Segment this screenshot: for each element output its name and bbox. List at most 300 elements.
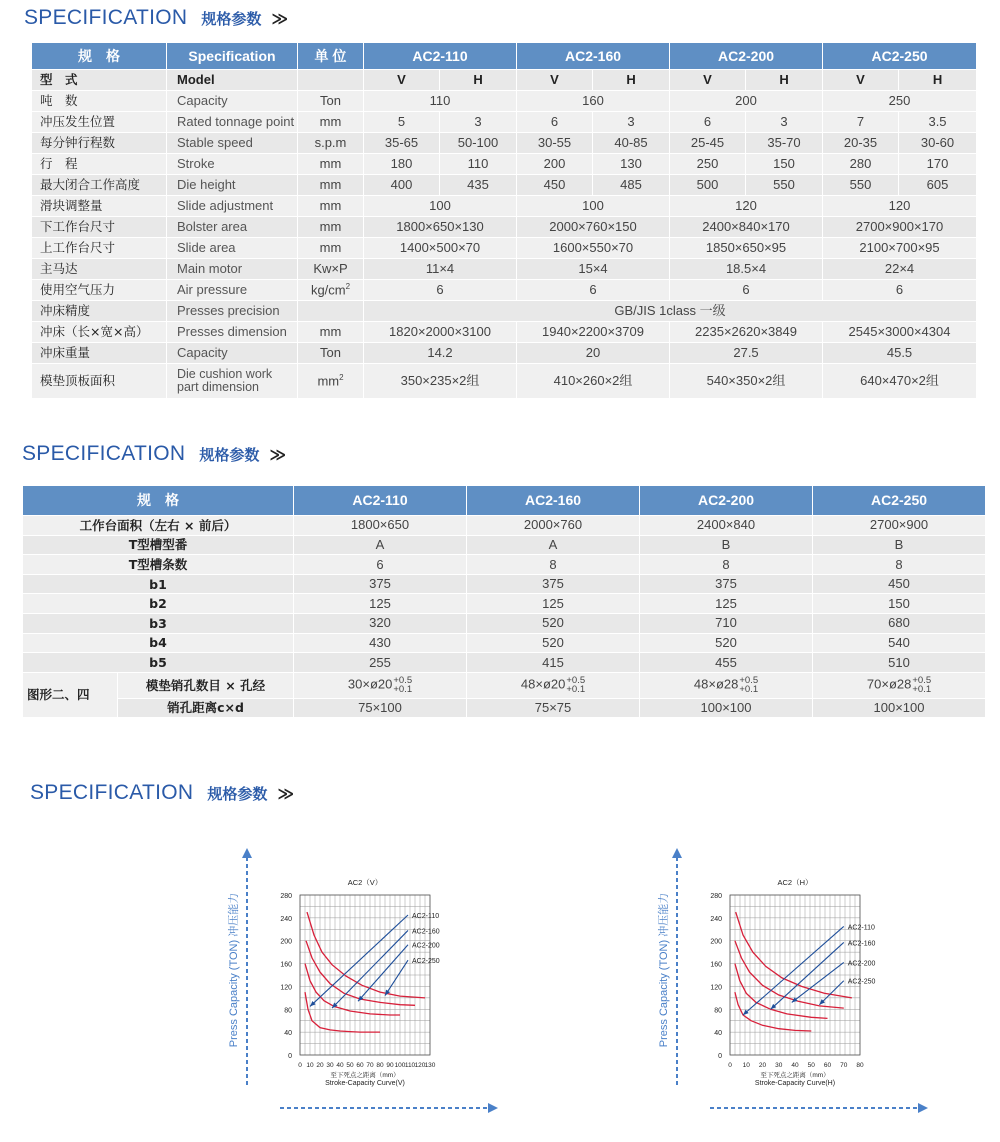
- table-cell: 130: [593, 154, 670, 175]
- tolerance: [739, 676, 758, 694]
- x-tick-label: 20: [758, 1062, 767, 1069]
- row-label-cn: 最大闭合工作高度: [32, 175, 167, 196]
- table-row: [23, 594, 986, 614]
- section-title-en: SPECIFICATION: [22, 442, 186, 465]
- chart-svg: [220, 840, 510, 1120]
- table-cell: V: [364, 70, 440, 91]
- table-cell: 20-35: [823, 133, 899, 154]
- pin-value: 48×ø20: [520, 676, 566, 692]
- unit-cell: Ton: [298, 91, 364, 112]
- table-cell: 25-45: [670, 133, 746, 154]
- header-cell: AC2-250: [823, 43, 977, 70]
- x-tick-label: 10: [306, 1062, 314, 1069]
- x-tick-label: 100: [394, 1062, 406, 1069]
- table-cell: 2000×760×150: [517, 217, 670, 238]
- table-cell: 450: [517, 175, 593, 196]
- table-cell: 15×4: [517, 259, 670, 280]
- table-cell: [467, 672, 640, 698]
- table-cell: 100: [517, 196, 670, 217]
- table-cell: 1400×500×70: [364, 238, 517, 259]
- table-cell: 550: [746, 175, 823, 196]
- table-row: [23, 535, 986, 555]
- table-cell: A: [294, 535, 467, 555]
- row-label-en: Die cushion work part dimension: [167, 364, 298, 399]
- y-tick-label: 0: [718, 1053, 722, 1060]
- row-label-en: Capacity: [167, 91, 298, 112]
- chart-stroke-capacity-v: [220, 840, 510, 1120]
- tolerance-lower: +0.1: [739, 684, 759, 696]
- table-cell: 2400×840: [640, 516, 813, 536]
- row-label: b3: [23, 613, 294, 633]
- table-cell: 3.5: [899, 112, 977, 133]
- unit-superscript: 2: [339, 373, 344, 383]
- header-cell: AC2-200: [670, 43, 823, 70]
- x-tick-label: 90: [386, 1062, 394, 1069]
- row-label: b1: [23, 574, 294, 594]
- table-cell: 2235×2620×3849: [670, 322, 823, 343]
- table-cell: 250: [823, 91, 977, 112]
- table-row: [32, 364, 977, 399]
- unit-cell: mm: [298, 154, 364, 175]
- row-label: 销孔距离c×d: [118, 698, 294, 718]
- header-cell: AC2-110: [364, 43, 517, 70]
- header-cell: 规 格: [32, 43, 167, 70]
- table-cell: 110: [440, 154, 517, 175]
- row-label: 模垫销孔数目 × 孔经: [118, 672, 294, 698]
- row-label-cn: 型 式: [32, 70, 167, 91]
- y-tick-label: 200: [710, 938, 722, 946]
- table-cell: 2400×840×170: [670, 217, 823, 238]
- table-cell: 375: [640, 574, 813, 594]
- table-cell: 30-60: [899, 133, 977, 154]
- x-tick-label: 0: [728, 1062, 732, 1069]
- row-label-en: Die height: [167, 175, 298, 196]
- table-cell: 110: [364, 91, 517, 112]
- chart-title: AC2（H）: [777, 878, 813, 887]
- table-cell: 540: [813, 633, 986, 653]
- table-cell: 520: [467, 613, 640, 633]
- table-row: [23, 633, 986, 653]
- tolerance: [912, 676, 931, 694]
- table-cell: V: [823, 70, 899, 91]
- unit-cell: Kw×P: [298, 259, 364, 280]
- table-cell: 170: [899, 154, 977, 175]
- table-cell: 520: [640, 633, 813, 653]
- unit-cell: s.p.m: [298, 133, 364, 154]
- table-cell: 410×260×2组: [517, 364, 670, 399]
- row-label-cn: 吨 数: [32, 91, 167, 112]
- table-cell: 375: [467, 574, 640, 594]
- table-row: [23, 574, 986, 594]
- x-tick-label: 50: [807, 1062, 815, 1069]
- table-cell: 2100×700×95: [823, 238, 977, 259]
- pin-value: 70×ø28: [866, 676, 912, 692]
- double-chevron-icon: ≫: [271, 9, 289, 28]
- x-tick-label: 110: [404, 1062, 416, 1069]
- row-label-cn: 滑块调整量: [32, 196, 167, 217]
- table-cell: 120: [670, 196, 823, 217]
- table-cell: 6: [670, 112, 746, 133]
- x-tick-label: 20: [316, 1062, 324, 1069]
- table-cell: 125: [294, 594, 467, 614]
- table-cell: 350×235×2组: [364, 364, 517, 399]
- series-label: AC2-160: [412, 928, 440, 936]
- series-label: AC2-200: [412, 942, 440, 950]
- y-tick-label: 280: [710, 893, 722, 900]
- row-label-cn: 每分钟行程数: [32, 133, 167, 154]
- row-label-cn: 主马达: [32, 259, 167, 280]
- table-row: [32, 217, 977, 238]
- unit-cell: mm: [298, 112, 364, 133]
- tolerance-upper: +0.5: [912, 675, 932, 687]
- tolerance-lower: +0.1: [393, 684, 413, 696]
- tolerance-lower: +0.1: [912, 684, 932, 696]
- y-tick-label: 280: [280, 893, 292, 900]
- y-axis-label: Press Capacity (TON) 冲压能力: [658, 892, 670, 1048]
- unit-cell: mm: [298, 217, 364, 238]
- table-cell: A: [467, 535, 640, 555]
- unit-text: mm: [317, 373, 340, 389]
- table-row: [32, 196, 977, 217]
- table-cell: 3: [593, 112, 670, 133]
- table-cell: 320: [294, 613, 467, 633]
- table-cell: 550: [823, 175, 899, 196]
- table-cell: 1850×650×95: [670, 238, 823, 259]
- table-row: [32, 280, 977, 301]
- series-label: AC2-110: [847, 924, 875, 932]
- table-row: [32, 259, 977, 280]
- x-tick-label: 50: [346, 1062, 354, 1069]
- row-label-en: Presses precision: [167, 301, 298, 322]
- unit-cell: mm: [298, 175, 364, 196]
- section-title-en: SPECIFICATION: [30, 781, 194, 804]
- row-label: b5: [23, 653, 294, 673]
- series-curve-ac2-250: [307, 912, 425, 998]
- y-tick-label: 240: [710, 915, 722, 923]
- table-cell: 30-55: [517, 133, 593, 154]
- table-cell: 430: [294, 633, 467, 653]
- table-row: [32, 70, 977, 91]
- table-cell: 1940×2200×3709: [517, 322, 670, 343]
- x-tick-label: 80: [856, 1062, 864, 1069]
- table-row: [32, 175, 977, 196]
- unit-superscript: 2: [345, 282, 351, 292]
- table-cell: B: [813, 535, 986, 555]
- table-cell: 2545×3000×4304: [823, 322, 977, 343]
- y-tick-label: 40: [284, 1030, 292, 1038]
- table-cell: 400: [364, 175, 440, 196]
- table-row: [32, 112, 977, 133]
- row-label-cn: 冲压发生位置: [32, 112, 167, 133]
- row-label-cn: 冲床精度: [32, 301, 167, 322]
- tolerance: [393, 676, 412, 694]
- table-cell: 435: [440, 175, 517, 196]
- table-header-row: [23, 486, 986, 516]
- table-cell: 250: [670, 154, 746, 175]
- tolerance: [566, 676, 585, 694]
- row-label: T型槽条数: [23, 555, 294, 575]
- arrow-head-icon: [242, 848, 252, 858]
- double-chevron-icon: ≫: [277, 784, 295, 803]
- y-tick-label: 40: [714, 1030, 722, 1038]
- row-label-en: Model: [167, 70, 298, 91]
- table-cell: H: [440, 70, 517, 91]
- x-tick-label: 30: [775, 1062, 783, 1069]
- table-cell: 255: [294, 653, 467, 673]
- row-label: T型槽型番: [23, 535, 294, 555]
- series-curve-ac2-250: [736, 912, 852, 998]
- table-cell: 1800×650×130: [364, 217, 517, 238]
- table-cell: 6: [517, 112, 593, 133]
- row-label-en: Stroke: [167, 154, 298, 175]
- table-cell: 150: [746, 154, 823, 175]
- chart-stroke-capacity-h: [650, 840, 940, 1120]
- y-tick-label: 160: [710, 961, 722, 969]
- table-cell: 120: [823, 196, 977, 217]
- table-cell: 680: [813, 613, 986, 633]
- unit-cell: Ton: [298, 343, 364, 364]
- y-axis-label: Press Capacity (TON) 冲压能力: [228, 892, 240, 1048]
- chart-svg: [650, 840, 940, 1120]
- x-tick-label: 70: [840, 1062, 848, 1069]
- table-cell: 18.5×4: [670, 259, 823, 280]
- header-cell: AC2-160: [517, 43, 670, 70]
- x-tick-label: 60: [823, 1062, 832, 1069]
- table-cell: 125: [640, 594, 813, 614]
- table-cell: 180: [364, 154, 440, 175]
- table-cell: [813, 672, 986, 698]
- header-cell: AC2-160: [467, 486, 640, 516]
- pin-value: 48×ø28: [693, 676, 739, 692]
- table-cell: 450: [813, 574, 986, 594]
- row-label-cn: 下工作台尺寸: [32, 217, 167, 238]
- unit-cell: [298, 364, 364, 399]
- table-cell: 75×100: [294, 698, 467, 718]
- table-row: [32, 91, 977, 112]
- row-label-cn: 冲床（长×宽×高）: [32, 322, 167, 343]
- table-cell: 8: [813, 555, 986, 575]
- table-row: [32, 301, 977, 322]
- table-cell: 5: [364, 112, 440, 133]
- section-title-cn: 规格参数: [199, 446, 260, 464]
- x-tick-label: 30: [326, 1062, 334, 1069]
- section-title-en: SPECIFICATION: [24, 6, 188, 29]
- table-cell: 520: [467, 633, 640, 653]
- row-label-en: Capacity: [167, 343, 298, 364]
- table-cell: V: [517, 70, 593, 91]
- callout-line: [385, 960, 408, 995]
- table-cell: 11×4: [364, 259, 517, 280]
- table-cell: 605: [899, 175, 977, 196]
- y-tick-label: 80: [284, 1007, 292, 1015]
- table-cell: 50-100: [440, 133, 517, 154]
- row-label-cn: 上工作台尺寸: [32, 238, 167, 259]
- table-cell: [640, 672, 813, 698]
- table-row: [32, 322, 977, 343]
- table-cell: 510: [813, 653, 986, 673]
- table-cell: 1820×2000×3100: [364, 322, 517, 343]
- table-cell: 125: [467, 594, 640, 614]
- arrow-head-icon: [918, 1103, 928, 1113]
- table-cell: 22×4: [823, 259, 977, 280]
- section-title-cn: 规格参数: [207, 785, 268, 803]
- tolerance-upper: +0.5: [566, 675, 586, 687]
- row-label-cn: 使用空气压力: [32, 280, 167, 301]
- x-tick-label: 40: [336, 1062, 344, 1069]
- table-cell: 40-85: [593, 133, 670, 154]
- x-tick-label: 0: [298, 1062, 302, 1069]
- table-row: [32, 154, 977, 175]
- table-cell: 6: [517, 280, 670, 301]
- table-row: [23, 672, 986, 698]
- table-cell: V: [670, 70, 746, 91]
- table-cell: 75×75: [467, 698, 640, 718]
- unit-cell: mm: [298, 322, 364, 343]
- header-cell: AC2-200: [640, 486, 813, 516]
- row-label-en: Bolster area: [167, 217, 298, 238]
- unit-cell: [298, 301, 364, 322]
- table-cell: 160: [517, 91, 670, 112]
- row-label-en: Rated tonnage point: [167, 112, 298, 133]
- tolerance-upper: +0.5: [739, 675, 759, 687]
- table-cell: 6: [364, 280, 517, 301]
- table-cell: 200: [517, 154, 593, 175]
- header-cell: 单 位: [298, 43, 364, 70]
- table-cell: 2700×900: [813, 516, 986, 536]
- table-row: [32, 238, 977, 259]
- table-cell: 150: [813, 594, 986, 614]
- y-tick-label: 120: [280, 984, 292, 992]
- y-tick-label: 160: [280, 961, 292, 969]
- table-cell: 6: [294, 555, 467, 575]
- table-cell: 7: [823, 112, 899, 133]
- row-label: b2: [23, 594, 294, 614]
- x-tick-label: 40: [791, 1062, 799, 1069]
- table-cell: 6: [670, 280, 823, 301]
- row-label-en: Slide area: [167, 238, 298, 259]
- section-title-cn: 规格参数: [201, 10, 262, 28]
- row-label-en: Presses dimension: [167, 322, 298, 343]
- series-label: AC2-110: [412, 913, 440, 920]
- table-cell: 540×350×2组: [670, 364, 823, 399]
- table-cell: H: [593, 70, 670, 91]
- table-cell: 14.2: [364, 343, 517, 364]
- pin-value: 30×ø20: [347, 676, 393, 692]
- section-heading-2: [22, 442, 286, 466]
- table-cell: 100×100: [813, 698, 986, 718]
- y-tick-label: 240: [280, 915, 292, 923]
- table-row: [23, 613, 986, 633]
- arrow-head-icon: [488, 1103, 498, 1113]
- table-cell: 100: [364, 196, 517, 217]
- table-cell: 45.5: [823, 343, 977, 364]
- table-cell: 485: [593, 175, 670, 196]
- table-cell: 35-65: [364, 133, 440, 154]
- y-tick-label: 120: [710, 984, 722, 992]
- unit-cell: [298, 280, 364, 301]
- y-tick-label: 200: [280, 938, 292, 946]
- table-cell: 8: [640, 555, 813, 575]
- table-row: [32, 133, 977, 154]
- table-header-row: [32, 43, 977, 70]
- unit-cell: mm: [298, 238, 364, 259]
- unit-cell: [298, 70, 364, 91]
- x-tick-label: 60: [356, 1062, 364, 1069]
- x-axis-label-cn: 至下死点之距离（mm）: [760, 1072, 830, 1079]
- arrow-head-icon: [672, 848, 682, 858]
- unit-cell: mm: [298, 196, 364, 217]
- table-cell: 100×100: [640, 698, 813, 718]
- series-label: AC2-160: [847, 940, 876, 948]
- row-label-cn: 行 程: [32, 154, 167, 175]
- tolerance-lower: +0.1: [566, 684, 586, 696]
- table-cell: 710: [640, 613, 813, 633]
- row-label-en: Slide adjustment: [167, 196, 298, 217]
- row-label-cn: 模垫顶板面积: [32, 364, 167, 399]
- tolerance-upper: +0.5: [393, 675, 413, 687]
- table-cell: 2000×760: [467, 516, 640, 536]
- table-cell: H: [746, 70, 823, 91]
- callout-line: [771, 942, 844, 1009]
- header-cell: Specification: [167, 43, 298, 70]
- table-cell: H: [899, 70, 977, 91]
- series-label: AC2-250: [412, 958, 440, 966]
- group-label: 图形二、四: [23, 672, 118, 718]
- series-label: AC2-250: [847, 978, 876, 986]
- table-cell: 200: [670, 91, 823, 112]
- table-cell: 3: [746, 112, 823, 133]
- row-label-en: Main motor: [167, 259, 298, 280]
- x-axis-label-cn: 至下死点之距离（mm）: [330, 1072, 400, 1079]
- x-tick-label: 70: [366, 1062, 374, 1069]
- table-cell: 280: [823, 154, 899, 175]
- table-cell: GB/JIS 1class 一级: [364, 301, 977, 322]
- table-cell: 1600×550×70: [517, 238, 670, 259]
- table-cell: 20: [517, 343, 670, 364]
- unit-text: kg/cm: [310, 282, 346, 298]
- double-chevron-icon: ≫: [269, 445, 287, 464]
- table-cell: 375: [294, 574, 467, 594]
- header-cell: AC2-110: [294, 486, 467, 516]
- table-row: [23, 555, 986, 575]
- row-label-en: Stable speed: [167, 133, 298, 154]
- table-cell: 8: [467, 555, 640, 575]
- table-cell: 2700×900×170: [823, 217, 977, 238]
- row-label-cn: 冲床重量: [32, 343, 167, 364]
- header-cell: AC2-250: [813, 486, 986, 516]
- table-cell: 1800×650: [294, 516, 467, 536]
- table-cell: B: [640, 535, 813, 555]
- table-row: [32, 343, 977, 364]
- header-cell: 规 格: [23, 486, 294, 516]
- spec-table-main: [31, 42, 977, 399]
- chart-title: AC2（V）: [347, 878, 383, 887]
- table-row: [23, 653, 986, 673]
- table-cell: 6: [823, 280, 977, 301]
- section-heading-3: [30, 781, 294, 805]
- table-cell: 500: [670, 175, 746, 196]
- table-cell: 455: [640, 653, 813, 673]
- y-tick-label: 0: [288, 1053, 292, 1060]
- x-axis-label: Stroke-Capacity Curve(V): [325, 1080, 405, 1087]
- table-cell: 640×470×2组: [823, 364, 977, 399]
- table-row: [23, 516, 986, 536]
- series-label: AC2-200: [847, 960, 876, 968]
- section-heading-1: [24, 6, 288, 30]
- table-cell: 35-70: [746, 133, 823, 154]
- table-cell: [294, 672, 467, 698]
- row-label: b4: [23, 633, 294, 653]
